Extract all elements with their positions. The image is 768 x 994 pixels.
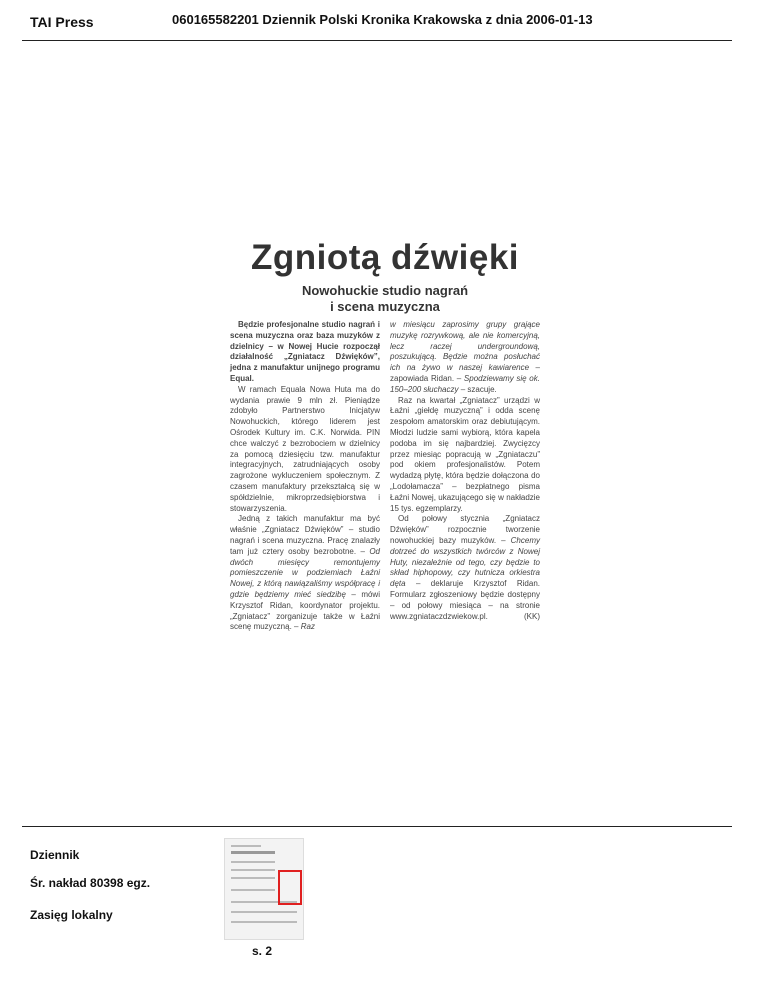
text-span: Od połowy stycznia „Zgniatacz Dźwięków” rozpocznie tworzenie nowohuckiej bazy muzyków. – bbox=[390, 514, 540, 545]
article-paragraph bbox=[390, 514, 540, 622]
article-paragraph bbox=[390, 320, 540, 396]
header-divider bbox=[22, 40, 732, 41]
thumb-line bbox=[231, 845, 261, 847]
thumb-line bbox=[231, 921, 297, 923]
document-info: 060165582201 Dziennik Polski Kronika Krakowska z dnia 2006-01-13 bbox=[172, 12, 593, 27]
text-span: Jedną z takich manufaktur ma być właśnie „Zgniatacz Dźwięków” – studio nagrań i scena muzyczna. Pracę znalazły tam już cztery osoby bezrobotne. – bbox=[230, 514, 380, 556]
page-thumbnail bbox=[224, 838, 304, 940]
thumb-line bbox=[231, 869, 275, 871]
article-body bbox=[230, 320, 540, 633]
text-span: – deklaruje Krzysztof Ridan. Formularz zgłoszeniowy będzie dostępny – od połowy miesiąca – na stronie www.zgniataczdzwiekow.pl. bbox=[390, 579, 540, 621]
text-span: – zapowiada Ridan. – bbox=[390, 363, 540, 383]
article-paragraph: W ramach Equala Nowa Huta ma do wydania prawie 9 mln zł. Pieniądze zdobyło Partnerstwo Inicjatyw Nowohuckich, którego liderem jest Ośrodek Kultury im. C.K. Norwida. PIN chce walczyć z bezrobociem w dzielnicy za pomocą dziesięciu tzw. manufaktur integracyjnych, zatrudniających osoby zagrożone wykluczeniem społecznym. Z czasem manufaktury przekształcą się w spółdzielnie, mikroprzedsiębiorstwa i stowarzyszenia. bbox=[230, 384, 380, 513]
thumb-line bbox=[231, 877, 275, 879]
article-heading bbox=[222, 238, 548, 315]
circulation: Śr. nakład 80398 egz. bbox=[30, 876, 151, 890]
thumb-line bbox=[231, 911, 297, 913]
reach: Zasięg lokalny bbox=[30, 908, 113, 922]
article-paragraph: Raz na kwartał „Zgniatacz” urządzi w Łaźni „giełdę muzyczną” i odda scenę zespołom amatorskim oraz debiutującym. Młodzi ludzie sami wybiorą, która kapela podoba im się najbardziej. Zwycięzcy przez miesiąc popracują w „Zgniataczu” pod okiem profesjonalistów. Potem wydadzą płytę, która będzie dołączona do „Lodołamacza” – bezpłatnego pisma Łaźni Nowej, ukazującego się w nakładzie 15 tys. egzemplarzy. bbox=[390, 395, 540, 513]
page-number: s. 2 bbox=[252, 944, 273, 958]
quote-span: Raz bbox=[300, 622, 315, 632]
thumb-line bbox=[231, 851, 275, 854]
footer-divider bbox=[22, 826, 732, 827]
article-lead: Będzie profesjonalne studio nagrań i scena muzyczna oraz baza muzyków z dzielnicy – w Nowej Hucie rozpoczął działalność „Zgniatacz Dźwięków”, jedna z manufaktur unijnego programu Equal. bbox=[230, 320, 380, 383]
article-column-right bbox=[390, 320, 540, 633]
article-paragraph bbox=[230, 514, 380, 633]
text-span: – mówi Krzysztof Ridan, koordynator projektu. „Zgniatacz” zorganizuje także w Łaźni scenę muzyczną. – bbox=[230, 589, 380, 632]
quote-span: Chcemy dotrzeć do wszystkich twórców z Nowej Huty, niezależnie od tego, czy będzie to skład hiphopowy, czy hutnicza orkiestra dęta bbox=[390, 535, 540, 589]
article-location-highlight bbox=[278, 870, 302, 905]
quote-span: Od dwóch miesięcy remontujemy pomieszczenie w podziemiach Łaźni Nowej, z którą nawiązaliśmy współpracę i gdzie będziemy mieć siedzibę bbox=[230, 546, 380, 599]
quote-span: Spodziewamy się ok. 150–200 słuchaczy bbox=[390, 373, 540, 394]
article-column-left bbox=[230, 320, 380, 633]
publication-type: Dziennik bbox=[30, 848, 80, 862]
thumb-line bbox=[231, 889, 275, 891]
quote-span: w miesiącu zaprosimy grupy grające muzykę rozrywkową, ale nie komercyjną, lecz raczej undergroundową, poszukującą. Będzie można posłuchać ich na żywo w naszej kawiarence bbox=[390, 320, 540, 373]
article-subtitle-line1: Nowohuckie studio nagrań bbox=[301, 283, 469, 298]
source-name: TAI Press bbox=[30, 14, 94, 30]
thumb-line bbox=[231, 861, 275, 863]
article-subtitle-line2: i scena muzyczna bbox=[330, 299, 440, 314]
article-title: Zgniotą dźwięki bbox=[250, 238, 520, 277]
author-signature: (KK) bbox=[524, 611, 540, 621]
text-span: – szacuje. bbox=[460, 384, 497, 394]
